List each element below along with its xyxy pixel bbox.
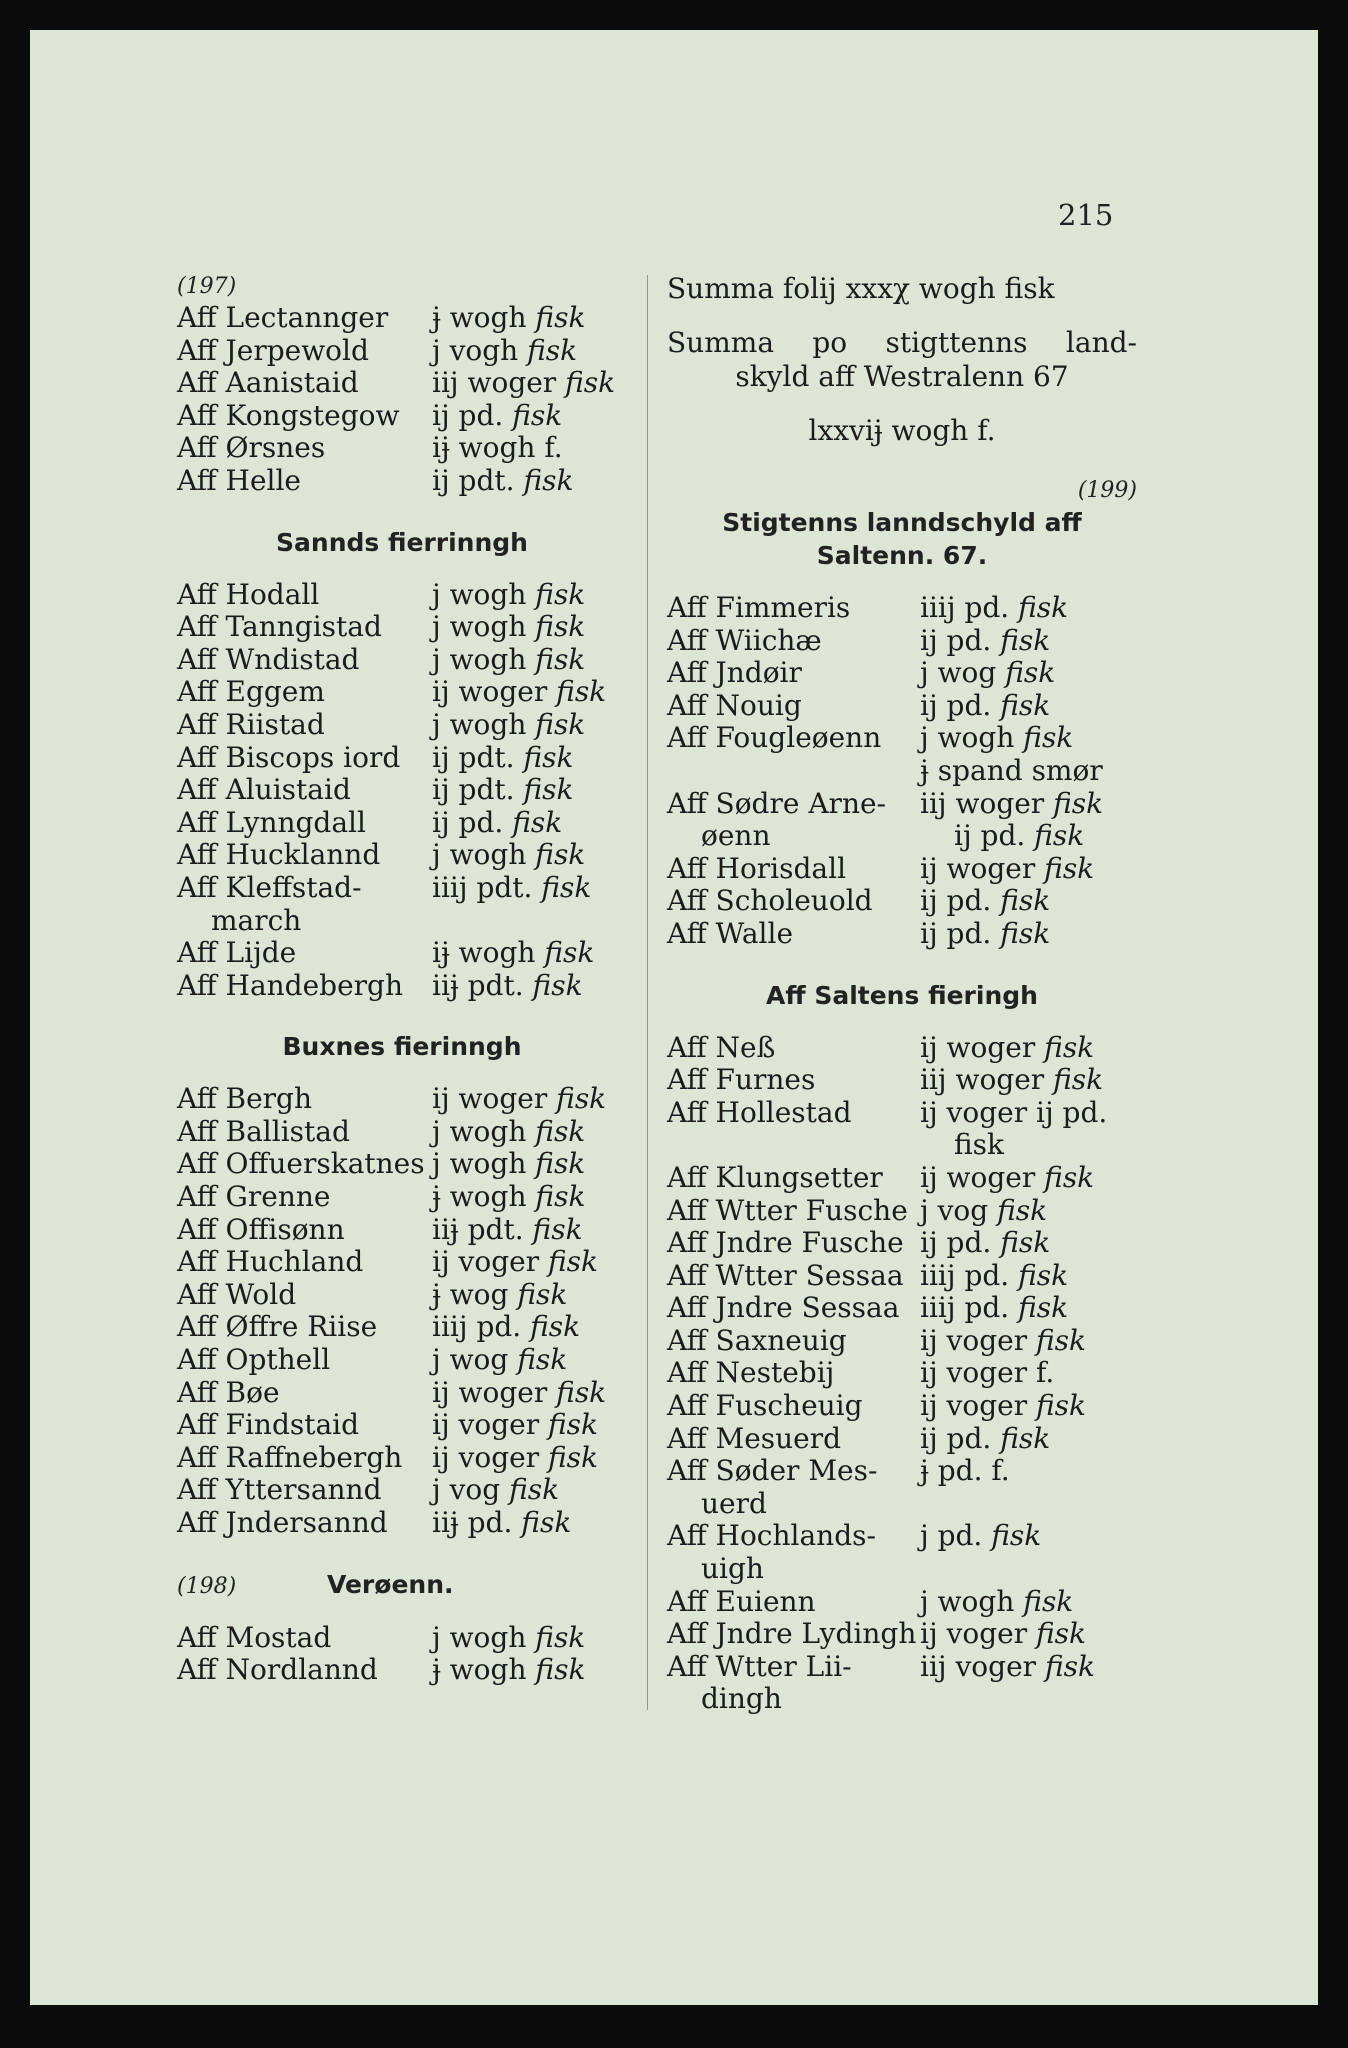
entries-group-veroenn xyxy=(177,1622,627,1687)
entry-amount: ij pd. fisk xyxy=(920,916,1051,950)
ledger-entry xyxy=(177,432,627,465)
entry-unit: fisk xyxy=(535,301,586,334)
entry-place-name: Aff Hochlands- xyxy=(667,1519,876,1553)
ledger-entry xyxy=(667,1292,1137,1325)
entry-amount: iiɉ pdt. fisk xyxy=(432,968,583,1002)
ledger-entry xyxy=(667,1260,1137,1293)
section-heading-veroenn: Verøenn. xyxy=(327,1569,454,1599)
entry-place-name xyxy=(667,755,920,788)
ledger-entry xyxy=(667,625,1137,658)
ledger-entry xyxy=(667,1618,1137,1651)
entry-amount: iiij pd. fisk xyxy=(920,591,1069,624)
entry-place-name: march xyxy=(211,903,302,937)
ledger-entry xyxy=(667,918,1137,951)
entry-unit: fisk xyxy=(521,1506,572,1539)
summa-folij: Summa folij xxxχ wogh fisk xyxy=(667,272,1055,305)
section-heading-stigtenns-2: Saltenn. 67. xyxy=(816,541,988,570)
ledger-entry xyxy=(667,1357,1137,1390)
entry-place-name: Aff Hucklannd xyxy=(177,838,381,872)
entries-group-buxnes xyxy=(177,1083,627,1539)
entry-unit: fisk xyxy=(991,1519,1042,1553)
section-heading-buxnes: Buxnes fierinngh xyxy=(282,1032,522,1062)
entry-place-name: Aff Biscops iord xyxy=(177,740,401,774)
entry-unit: fisk xyxy=(541,870,592,904)
entry-place-name: Aff Grenne xyxy=(177,1180,331,1214)
entry-place-name: Aff Øffre Riise xyxy=(177,1310,378,1344)
entry-amount: j vog fisk xyxy=(432,1473,560,1507)
entry-unit: fisk xyxy=(517,1277,568,1311)
entry-place-name: Aff Jndre Lydingh xyxy=(667,1617,917,1651)
entry-place-name: Aff Fimmeris xyxy=(667,591,851,624)
ledger-entry xyxy=(177,465,627,498)
entry-unit: fisk xyxy=(1000,1226,1051,1260)
entry-place-name: Aff Wtter Lii- xyxy=(667,1649,852,1683)
entry-place-name xyxy=(667,1129,920,1162)
entry-amount xyxy=(466,905,627,938)
ledger-entry xyxy=(667,1097,1137,1130)
entry-amount: ɉ wog fisk xyxy=(432,1277,568,1311)
entry-place-name: Aff Euienn xyxy=(667,1584,816,1618)
ledger-entry xyxy=(177,1507,627,1540)
ledger-entry xyxy=(177,774,627,807)
entry-unit: fisk xyxy=(1034,819,1085,853)
ledger-entry xyxy=(667,1195,1137,1228)
ledger-entry xyxy=(667,1651,1137,1684)
entry-place-name: Aff Jerpewold xyxy=(177,333,369,367)
entry-unit: fisk xyxy=(1053,1063,1104,1097)
entry-unit: fisk xyxy=(535,610,586,644)
entry-unit: fisk xyxy=(527,333,578,367)
section-heading-row-veroenn xyxy=(177,1568,627,1602)
entry-unit: fisk xyxy=(512,805,563,839)
ledger-entry xyxy=(667,1683,1137,1716)
entry-unit: fisk xyxy=(535,1653,586,1687)
entry-unit: fisk xyxy=(517,1343,568,1377)
entry-unit: fisk xyxy=(1044,851,1095,885)
entry-place-name: Aff Søder Mes- xyxy=(667,1454,878,1488)
entry-unit: fisk xyxy=(1000,884,1051,918)
entry-amount: ij voger fisk xyxy=(432,1440,599,1474)
entry-unit: fisk xyxy=(1000,1421,1051,1455)
ledger-entry xyxy=(667,722,1137,755)
ledger-entry xyxy=(177,1083,627,1116)
entry-place-name: Aff Lectannger xyxy=(177,301,389,334)
entry-amount: iiɉ pd. fisk xyxy=(432,1506,572,1539)
ledger-entry xyxy=(667,1488,1137,1521)
entry-place-name: Aff Ballistad xyxy=(177,1114,350,1148)
entry-amount: j wog fisk xyxy=(920,656,1056,690)
entry-unit: fisk xyxy=(523,740,574,774)
entry-place-name: Aff Offuerskatnes xyxy=(177,1147,425,1181)
ledger-entry xyxy=(667,1423,1137,1456)
entry-unit: fisk xyxy=(544,936,595,970)
entry-place-name: Aff Ørsnes xyxy=(177,431,326,465)
entry-amount: iɉ wogh fisk xyxy=(432,936,595,970)
entries-group-sannds xyxy=(177,579,627,1003)
folio-ref-197: (197) xyxy=(177,274,237,299)
entry-amount: ɉ pd. f. xyxy=(920,1454,1010,1488)
ledger-entry xyxy=(177,367,627,400)
ledger-entry xyxy=(177,1377,627,1410)
entry-unit: fisk xyxy=(535,577,586,611)
entry-amount: ij pdt. fisk xyxy=(432,773,574,807)
entry-amount: ij voger fisk xyxy=(432,1245,599,1279)
entry-amount: j vogh fisk xyxy=(432,333,578,367)
entry-place-name: Aff Mesuerd xyxy=(667,1421,842,1455)
entry-place-name: Aff Kleffstad- xyxy=(177,870,362,904)
entry-place-name: Aff Aluistaid xyxy=(177,773,351,807)
page-number: 215 xyxy=(1058,198,1114,232)
entry-place-name: Aff Wtter Sessaa xyxy=(667,1258,904,1292)
ledger-entry xyxy=(667,690,1137,723)
entry-amount: j wogh fisk xyxy=(920,721,1074,755)
entry-unit: fisk xyxy=(548,1408,599,1442)
ledger-entry xyxy=(667,853,1137,886)
entry-amount: ij woger fisk xyxy=(432,1375,607,1409)
entry-unit: fisk xyxy=(532,968,583,1002)
ledger-entry xyxy=(177,839,627,872)
entry-place-name: Aff Nestebij xyxy=(667,1356,835,1390)
entry-amount: ij pd. fisk xyxy=(954,819,1085,853)
entry-unit: fisk xyxy=(535,642,586,676)
ledger-entry xyxy=(177,1474,627,1507)
entry-unit: fisk xyxy=(1036,1617,1087,1651)
entry-amount: j wog fisk xyxy=(432,1343,568,1377)
entry-amount: ij voger fisk xyxy=(920,1617,1087,1651)
entry-unit: fisk xyxy=(530,1310,581,1344)
ledger-entry xyxy=(177,676,627,709)
ledger-entry xyxy=(667,1129,1137,1162)
section-heading-sannds: Sannds fierrinngh xyxy=(276,527,528,557)
entry-unit: fisk xyxy=(509,1473,560,1507)
entry-amount: ɉ wogh fisk xyxy=(432,1653,586,1687)
entry-place-name: Aff Lynngdall xyxy=(177,805,366,839)
entry-place-name: Aff Tanngistad xyxy=(177,610,382,644)
entry-amount: ɉ spand smør xyxy=(920,753,1103,787)
ledger-entry xyxy=(667,1390,1137,1423)
entry-amount: ij pd. fisk xyxy=(920,1421,1051,1455)
entry-unit: fisk xyxy=(565,366,616,400)
entry-place-name: Aff Yttersannd xyxy=(177,1473,382,1507)
entry-amount: iiij pd. fisk xyxy=(432,1310,581,1344)
entry-unit: fisk xyxy=(1000,916,1051,950)
ledger-entry xyxy=(177,1409,627,1442)
ledger-entry xyxy=(667,1064,1137,1097)
entry-place-name: Aff Fuscheuig xyxy=(667,1389,863,1423)
entry-unit: fisk xyxy=(548,1245,599,1279)
entry-amount: iij woger fisk xyxy=(920,786,1104,820)
ledger-entry xyxy=(177,1246,627,1279)
entry-amount: j pd. fisk xyxy=(920,1519,1042,1553)
ledger-entry xyxy=(667,657,1137,690)
ledger-entry xyxy=(177,872,627,905)
entry-unit: fisk xyxy=(556,1375,607,1409)
entry-amount xyxy=(954,1683,1137,1716)
entry-amount: ɉ wogh fisk xyxy=(432,1180,586,1214)
summa-po-line-2: skyld aff Westralenn 67 xyxy=(735,360,1069,393)
ledger-entry xyxy=(177,644,627,677)
entry-place-name: Aff Mostad xyxy=(177,1620,332,1654)
entries-group-saltenn xyxy=(667,592,1137,951)
entry-place-name: Aff Hodall xyxy=(177,577,320,611)
entry-amount: ij voger f. xyxy=(920,1356,1055,1390)
ledger-entry xyxy=(667,1032,1137,1065)
column-divider xyxy=(647,275,648,1710)
entry-place-name: Aff Scholeuold xyxy=(667,884,873,918)
entry-place-name: Aff Jndersannd xyxy=(177,1506,388,1539)
ledger-entry xyxy=(177,1279,627,1312)
right-column xyxy=(667,272,1137,1716)
entry-place-name: Aff Kongstegow xyxy=(177,398,400,432)
entry-amount: ij woger fisk xyxy=(920,851,1095,885)
ledger-entry xyxy=(177,400,627,433)
entry-place-name: øenn xyxy=(701,819,771,853)
entry-unit: fisk xyxy=(535,1114,586,1148)
entry-unit: fisk xyxy=(1044,1160,1095,1194)
entry-amount: j wogh fisk xyxy=(432,577,586,611)
ledger-entry xyxy=(667,755,1137,788)
entry-amount: iij voger fisk xyxy=(920,1649,1095,1683)
ledger-entry xyxy=(667,1586,1137,1619)
entry-place-name: Aff Hollestad xyxy=(667,1095,852,1129)
entry-amount: j wogh fisk xyxy=(432,1114,586,1148)
ledger-entry xyxy=(667,1227,1137,1260)
entry-place-name: Aff Furnes xyxy=(667,1063,816,1097)
entry-place-name: Aff Lijde xyxy=(177,936,297,970)
entry-amount: ij pd. fisk xyxy=(920,688,1051,722)
entry-unit: fisk xyxy=(535,1147,586,1181)
ledger-entry xyxy=(667,820,1137,853)
entry-place-name: Aff Helle xyxy=(177,463,301,497)
folio-ref-198: (198) xyxy=(177,1573,237,1599)
entry-place-name: Aff Aanistaid xyxy=(177,366,359,400)
entry-place-name: Aff Huchland xyxy=(177,1245,364,1279)
ledger-entry xyxy=(177,937,627,970)
entry-amount: j wogh fisk xyxy=(432,610,586,644)
ledger-entry xyxy=(177,1311,627,1344)
entry-unit: fisk xyxy=(1044,1030,1095,1064)
entry-unit: fisk xyxy=(556,1082,607,1116)
entry-amount: ij woger fisk xyxy=(920,1160,1095,1194)
entry-amount: iij woger fisk xyxy=(432,366,616,400)
entry-amount: ij voger ij pd. xyxy=(920,1095,1108,1129)
ledger-entry xyxy=(177,1181,627,1214)
entry-unit: fisk xyxy=(1005,656,1056,690)
entry-amount: iiij pdt. fisk xyxy=(432,870,592,904)
entry-place-name: Aff Wndistad xyxy=(177,642,360,676)
entry-amount: j wogh fisk xyxy=(432,1620,586,1654)
ledger-entry xyxy=(177,1116,627,1149)
entry-place-name: Aff Findstaid xyxy=(177,1408,360,1442)
entry-unit: fisk xyxy=(535,1180,586,1214)
ledger-entry xyxy=(667,1162,1137,1195)
ledger-entry xyxy=(177,1622,627,1655)
ledger-entry xyxy=(177,807,627,840)
entry-place-name: Aff Klungsetter xyxy=(667,1160,883,1194)
entry-unit: fisk xyxy=(535,1620,586,1654)
ledger-entry xyxy=(177,742,627,775)
ledger-entry xyxy=(667,885,1137,918)
entry-place-name: Aff Walle xyxy=(667,916,794,950)
entry-place-name: Aff Jndøir xyxy=(667,656,802,690)
entry-amount: j wogh fisk xyxy=(432,1147,586,1181)
entry-amount: ɉ wogh fisk xyxy=(432,301,586,334)
ledger-entry xyxy=(177,970,627,1003)
section-heading-stigtenns-1: Stigtenns lanndschyld aff xyxy=(722,508,1082,537)
summa-po-line-1: Summa po stigttenns land- xyxy=(667,326,1137,359)
entry-unit: fisk xyxy=(1018,591,1069,624)
entry-amount: ij woger fisk xyxy=(920,1030,1095,1064)
entry-amount: ij pdt. fisk xyxy=(432,463,574,497)
summa-total: lxxviɉ wogh f. xyxy=(808,414,996,447)
entry-unit: fisk xyxy=(1000,623,1051,657)
entry-unit: fisk xyxy=(1036,1389,1087,1423)
entry-amount xyxy=(954,1488,1137,1521)
entry-place-name: Aff Jndre Sessaa xyxy=(667,1291,900,1325)
entry-place-name: Aff Riistad xyxy=(177,707,325,741)
entry-place-name: Aff Neß xyxy=(667,1030,776,1064)
entry-place-name: Aff Horisdall xyxy=(667,851,847,885)
entry-place-name: Aff Offisønn xyxy=(177,1212,345,1246)
entry-amount: iiij pd. fisk xyxy=(920,1258,1069,1292)
entry-unit: fisk xyxy=(1023,721,1074,755)
entry-amount: iiij pd. fisk xyxy=(920,1291,1069,1325)
entry-unit: fisk xyxy=(535,707,586,741)
entry-unit: fisk xyxy=(1023,1584,1074,1618)
ledger-entry xyxy=(667,592,1137,625)
entry-place-name: dingh xyxy=(701,1682,782,1716)
entry-unit: fisk xyxy=(1036,1323,1087,1357)
entry-place-name: Aff Saxneuig xyxy=(667,1323,847,1357)
entry-place-name: Aff Wiichæ xyxy=(667,623,822,657)
entry-place-name: Aff Wtter Fusche xyxy=(667,1193,908,1227)
entry-unit: fisk xyxy=(1000,688,1051,722)
entry-unit: fisk xyxy=(997,1193,1048,1227)
entry-unit: fisk xyxy=(523,773,574,807)
ledger-entry xyxy=(177,1344,627,1377)
entry-unit: fisk xyxy=(523,463,574,497)
entry-place-name: Aff Wold xyxy=(177,1277,297,1311)
entry-amount: iiɉ pdt. fisk xyxy=(432,1212,583,1246)
entry-amount: ij pd. fisk xyxy=(920,623,1051,657)
ledger-entry xyxy=(177,709,627,742)
entries-group-saltens xyxy=(667,1032,1137,1716)
entry-amount: ij woger fisk xyxy=(432,675,607,709)
entry-place-name: Aff Nouig xyxy=(667,688,802,722)
document-page xyxy=(30,30,1318,2005)
entry-amount xyxy=(954,1553,1137,1586)
section-heading-saltens: Aff Saltens fieringh xyxy=(766,980,1038,1010)
entry-amount: ij pd. fisk xyxy=(920,1226,1051,1260)
entry-unit: fisk xyxy=(512,398,563,432)
entry-place-name: Aff Bergh xyxy=(177,1082,313,1116)
entry-amount: fisk xyxy=(954,1128,1005,1162)
ledger-entry xyxy=(667,1520,1137,1553)
entries-group-left-a xyxy=(177,302,627,498)
ledger-entry xyxy=(177,1148,627,1181)
entry-place-name: uerd xyxy=(701,1486,767,1520)
entry-amount: j wogh fisk xyxy=(432,642,586,676)
entry-amount: ij pdt. fisk xyxy=(432,740,574,774)
entry-amount: ij voger fisk xyxy=(920,1323,1087,1357)
entry-amount: j wogh fisk xyxy=(432,707,586,741)
entry-place-name: Aff Nordlannd xyxy=(177,1653,378,1687)
ledger-entry xyxy=(177,1214,627,1247)
entry-unit: fisk xyxy=(535,838,586,872)
entry-place-name: Aff Opthell xyxy=(177,1343,331,1377)
entry-amount: ij woger fisk xyxy=(432,1082,607,1116)
entry-amount: ij voger fisk xyxy=(920,1389,1087,1423)
ledger-entry xyxy=(667,1553,1137,1586)
ledger-entry xyxy=(667,1455,1137,1488)
entry-unit: fisk xyxy=(1018,1291,1069,1325)
ledger-entry xyxy=(177,302,627,335)
entry-unit: fisk xyxy=(1044,1649,1095,1683)
entry-unit: fisk xyxy=(556,675,607,709)
entry-place-name: Aff Sødre Arne- xyxy=(667,786,887,820)
entry-amount: ij pd. fisk xyxy=(432,398,563,432)
entry-place-name: Aff Raffnebergh xyxy=(177,1440,403,1474)
ledger-entry xyxy=(177,905,627,938)
entry-place-name: Aff Handebergh xyxy=(177,968,403,1002)
entry-unit: fisk xyxy=(1053,786,1104,820)
entry-amount: ij voger fisk xyxy=(432,1408,599,1442)
folio-ref-199: (199) xyxy=(1077,478,1137,503)
entry-amount: ij pd. fisk xyxy=(920,884,1051,918)
entry-unit: fisk xyxy=(1018,1258,1069,1292)
entry-place-name: uigh xyxy=(701,1552,764,1586)
entry-amount: iɉ wogh f. xyxy=(432,431,563,465)
entry-unit: fisk xyxy=(532,1212,583,1246)
entry-amount: j wogh fisk xyxy=(432,838,586,872)
ledger-entry xyxy=(177,1442,627,1475)
ledger-entry xyxy=(667,788,1137,821)
entry-place-name: Aff Fougleøenn xyxy=(667,721,882,755)
entry-place-name: Aff Eggem xyxy=(177,675,325,709)
ledger-entry xyxy=(177,1654,627,1687)
entry-amount: ij pd. fisk xyxy=(432,805,563,839)
ledger-entry xyxy=(177,335,627,368)
ledger-entry xyxy=(667,1325,1137,1358)
entry-place-name: Aff Bøe xyxy=(177,1375,280,1409)
left-column xyxy=(177,272,627,1687)
entry-unit: fisk xyxy=(548,1440,599,1474)
entry-amount: j wogh fisk xyxy=(920,1584,1074,1618)
entry-amount: j vog fisk xyxy=(920,1193,1048,1227)
ledger-entry xyxy=(177,579,627,612)
entry-amount: iij woger fisk xyxy=(920,1063,1104,1097)
ledger-entry xyxy=(177,611,627,644)
entry-place-name: Aff Jndre Fusche xyxy=(667,1226,904,1260)
